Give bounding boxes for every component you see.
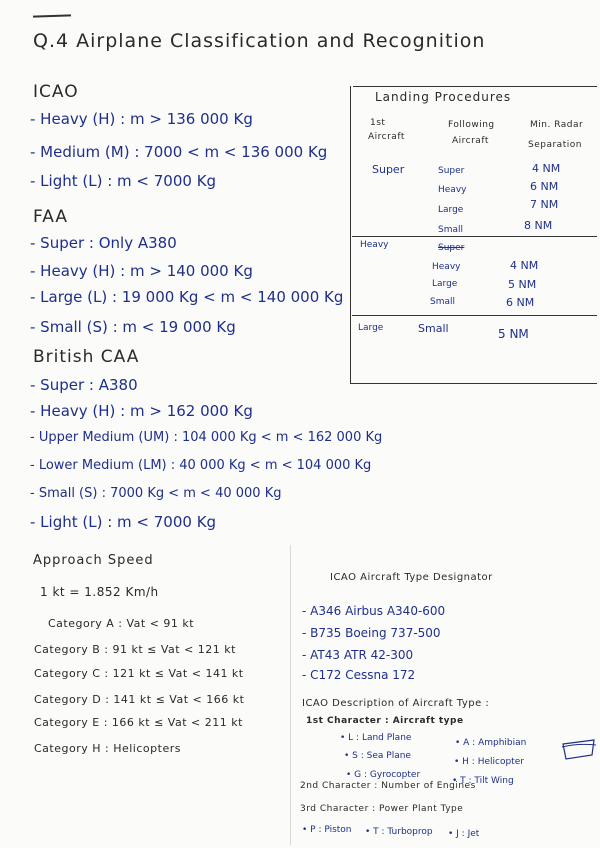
british-small: - Small (S) : 7000 Kg < m < 40 000 Kg [30,486,282,501]
landing-divider-2 [352,315,597,316]
amphibian-sketch-icon [560,735,598,763]
follow-super-large: Large [438,205,464,215]
follow-heavy-large: Large [432,279,458,289]
follow-heavy-small: Small [430,297,455,307]
category-e: Category E : 166 kt ≤ Vat < 211 kt [34,716,243,729]
power-jet: • J : Jet [448,829,480,839]
follow-large-small: Small [418,322,449,335]
category-d: Category D : 141 kt ≤ Vat < 166 kt [34,693,245,706]
british-heading: British CAA [33,347,140,367]
type-amphibian: • A : Amphibian [455,738,527,748]
section-divider [290,545,291,845]
follow-heavy-heavy: Heavy [432,262,461,272]
landing-box-top-line [353,86,597,87]
follow-super-super: Super [438,166,465,176]
designator-heading: ICAO Aircraft Type Designator [330,572,493,583]
designator-at43: - AT43 ATR 42-300 [302,648,414,662]
sep-heavy-large: 5 NM [508,278,537,291]
category-b: Category B : 91 kt ≤ Vat < 121 kt [34,643,236,656]
page-title: Q.4 Airplane Classification and Recognition [33,30,486,52]
faa-large: - Large (L) : 19 000 Kg < m < 140 000 Kg [30,288,344,306]
third-character-label: 3rd Character : Power Plant Type [300,804,464,814]
lead-large: Large [358,323,384,333]
category-h: Category H : Helicopters [34,742,181,755]
follow-super-heavy: Heavy [438,185,467,195]
follow-super-small: Small [438,225,463,235]
type-sea-plane: • S : Sea Plane [344,751,411,761]
top-pencil-mark [33,14,71,17]
col3-header-line1: Min. Radar [530,120,584,130]
lead-super: Super [372,163,405,176]
approach-heading: Approach Speed [33,553,154,568]
lead-heavy: Heavy [360,240,389,250]
sep-super-heavy: 6 NM [530,180,559,193]
landing-box-left-line [350,86,351,383]
designator-a346: - A346 Airbus A340-600 [302,604,446,618]
british-light: - Light (L) : m < 7000 Kg [30,513,217,531]
description-heading: ICAO Description of Aircraft Type : [302,698,490,709]
sep-large-small: 5 NM [498,327,529,341]
faa-heading: FAA [33,207,68,227]
icao-medium: - Medium (M) : 7000 < m < 136 000 Kg [30,143,328,161]
col3-header-line2: Separation [528,140,582,150]
icao-heading: ICAO [33,82,79,102]
col1-header-line1: 1st [370,118,386,128]
british-upper-medium: - Upper Medium (UM) : 104 000 Kg < m < 162 000 Kg [30,430,383,445]
category-c: Category C : 121 kt ≤ Vat < 141 kt [34,667,244,680]
power-turboprop: • T : Turboprop [365,827,433,837]
sep-heavy-heavy: 4 NM [510,259,539,272]
faa-small: - Small (S) : m < 19 000 Kg [30,318,236,336]
type-land-plane: • L : Land Plane [340,733,412,743]
sep-super-super: 4 NM [532,162,561,175]
col2-header-line1: Following [448,120,495,130]
col1-header-line2: Aircraft [368,132,405,142]
power-piston: • P : Piston [302,825,352,835]
type-helicopter: • H : Helicopter [454,757,524,767]
type-tilt-wing: • T : Tilt Wing [452,776,514,786]
faa-heavy: - Heavy (H) : m > 140 000 Kg [30,262,253,280]
second-character-label: 2nd Character : Number of Engines [300,781,476,791]
sep-super-small: 8 NM [524,219,553,232]
faa-super: - Super : Only A380 [30,234,177,252]
british-lower-medium: - Lower Medium (LM) : 40 000 Kg < m < 104 000 Kg [30,458,372,473]
icao-light: - Light (L) : m < 7000 Kg [30,172,217,190]
sep-super-large: 7 NM [530,198,559,211]
designator-c172: - C172 Cessna 172 [302,668,416,682]
landing-divider-1 [352,236,597,237]
col2-header-line2: Aircraft [452,136,489,146]
sep-heavy-small: 6 NM [506,296,535,309]
british-super: - Super : A380 [30,376,138,394]
british-heavy: - Heavy (H) : m > 162 000 Kg [30,402,253,420]
designator-b735: - B735 Boeing 737-500 [302,626,441,640]
icao-heavy: - Heavy (H) : m > 136 000 Kg [30,110,253,128]
category-a: Category A : Vat < 91 kt [48,617,195,630]
first-character-label: 1st Character : Aircraft type [306,716,464,726]
approach-formula: 1 kt = 1.852 Km/h [40,585,159,599]
landing-box-bottom-line [350,383,597,384]
landing-title: Landing Procedures [375,90,512,104]
follow-heavy-super-struck: Super [438,243,465,253]
type-gyrocopter: • G : Gyrocopter [346,770,421,780]
